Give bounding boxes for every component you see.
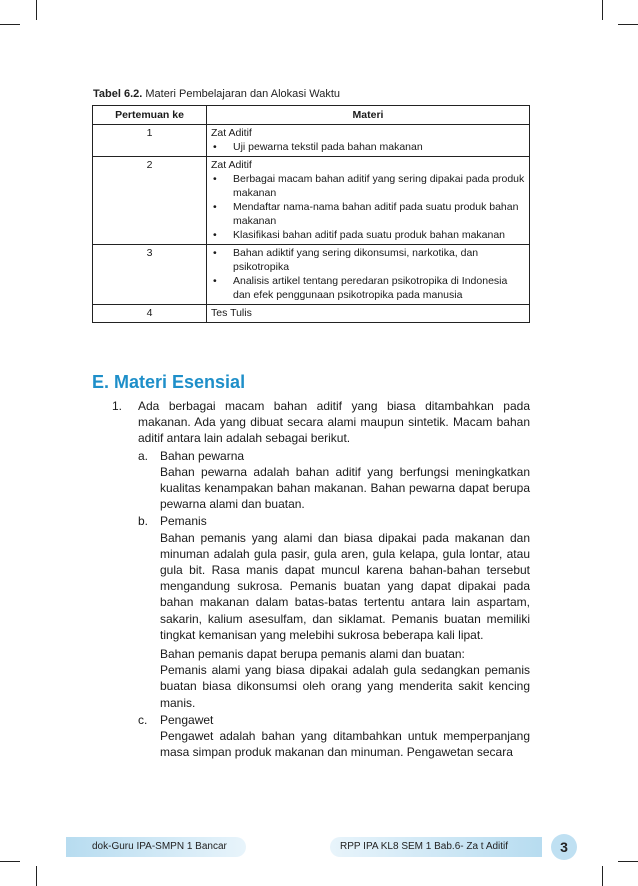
subitem-text: Bahan pemanis yang alami dan biasa dipakai pada makanan dan minuman adalah gula pasir, gula aren, gula kelapa, gula lontar, atau gula bit. Rasa manis dapat muncul karena bahan-bahan tersebut mengandung sukrosa. Pemanis buatan yang dapat dipakai pada bahan makanan dalam batas-batas tertentu antara lain aspartam, sakarin, kalium asesulfam, dan siklamat. Pemanis buatan memiliki tingkat kemanisan yang melebihi sukrosa beberapa kali lipat.: [160, 530, 530, 642]
paragraph-text: Ada berbagai macam bahan aditif yang biasa ditambahkan pada makanan. Ada yang dibuat secara alami maupun sintetik. Macam bahan aditif antara lain adalah sebagai berikut.: [138, 399, 530, 446]
subitem-text: Pemanis alami yang biasa dipakai adalah gula sedangkan pemanis buatan biasa dikonsumsi oleh orang yang menderita sakit kencing manis.: [160, 663, 530, 710]
table-caption-text: Materi Pembelajaran dan Alokasi Waktu: [145, 88, 341, 100]
list-item: • Klasifikasi bahan aditif pada suatu produk bahan makanan: [211, 228, 525, 242]
subitem-title: Bahan pewarna: [160, 448, 245, 463]
material-list: [211, 140, 525, 154]
material-cell: [207, 245, 530, 305]
crop-mark: [602, 0, 603, 20]
numbered-paragraph: [112, 398, 530, 447]
material-list: [211, 172, 525, 242]
list-item: • Bahan adiktif yang sering dikonsumsi, narkotika, dan psikotropika: [211, 246, 525, 274]
section-heading: E. Materi Esensial: [92, 372, 246, 392]
table-row: [93, 157, 530, 245]
subitem-pewarna: [112, 448, 530, 513]
subitem-pemanis: [112, 513, 530, 710]
list-item: • Berbagai macam bahan aditif yang sering dipakai pada produk makanan: [211, 172, 525, 200]
crop-mark: [0, 861, 20, 862]
subitem-letter: a.: [138, 448, 149, 463]
crop-mark: [618, 861, 638, 862]
list-item: • Analisis artikel tentang peredaran psikotropika di Indonesia dan efek penggunaan psikotropika pada manusia: [211, 274, 525, 302]
paragraph-number: 1.: [112, 399, 123, 413]
column-header-meeting: Pertemuan ke: [93, 106, 207, 125]
page-number: 3: [551, 834, 577, 860]
meeting-number: 1: [93, 125, 207, 157]
subitem-text: Pengawet adalah bahan yang ditambahkan untuk memperpanjang masa simpan produk makanan dan minuman. Pengawetan secara: [160, 729, 530, 760]
subitem-text: Bahan pewarna adalah bahan aditif yang berfungsi meningkatkan kualitas kenampakan bahan makanan. Bahan pewarna dapat berupa pewarna alami dan buatan.: [160, 464, 530, 512]
subitem-title: Pemanis: [160, 514, 207, 529]
table-caption: [93, 88, 340, 100]
crop-mark: [36, 0, 37, 20]
subitem-letter: b.: [138, 514, 149, 529]
subitem-letter: c.: [138, 712, 148, 727]
subitem-pengawet: [112, 712, 530, 761]
table-caption-label: Tabel 6.2.: [93, 88, 143, 100]
footer-source: dok-Guru IPA-SMPN 1 Bancar: [66, 837, 246, 857]
table-header-row: [93, 106, 530, 125]
table-row: [93, 245, 530, 305]
crop-mark: [0, 24, 20, 25]
subitem-text: Bahan pemanis dapat berupa pemanis alami dan buatan:: [160, 647, 465, 662]
table-row: [93, 305, 530, 323]
material-cell: [207, 125, 530, 157]
material-title: Zat Aditif: [211, 127, 252, 139]
material-title: Tes Tulis: [211, 307, 252, 319]
table-row: [93, 125, 530, 157]
meeting-number: 3: [93, 245, 207, 305]
material-cell: [207, 157, 530, 245]
materials-table: [92, 105, 530, 323]
column-header-material: Materi: [207, 106, 530, 125]
crop-mark: [618, 24, 638, 25]
section-content: [112, 398, 530, 760]
crop-mark: [602, 866, 603, 886]
material-list: [211, 246, 525, 302]
list-item: • Uji pewarna tekstil pada bahan makanan: [211, 140, 525, 154]
list-item: • Mendaftar nama-nama bahan aditif pada suatu produk bahan makanan: [211, 200, 525, 228]
material-title: Zat Aditif: [211, 159, 252, 171]
footer-document-title: RPP IPA KL8 SEM 1 Bab.6- Za t Aditif: [330, 837, 542, 857]
meeting-number: 4: [93, 305, 207, 323]
material-cell: [207, 305, 530, 323]
meeting-number: 2: [93, 157, 207, 245]
crop-mark: [36, 866, 37, 886]
subitem-title: Pengawet: [160, 712, 214, 727]
